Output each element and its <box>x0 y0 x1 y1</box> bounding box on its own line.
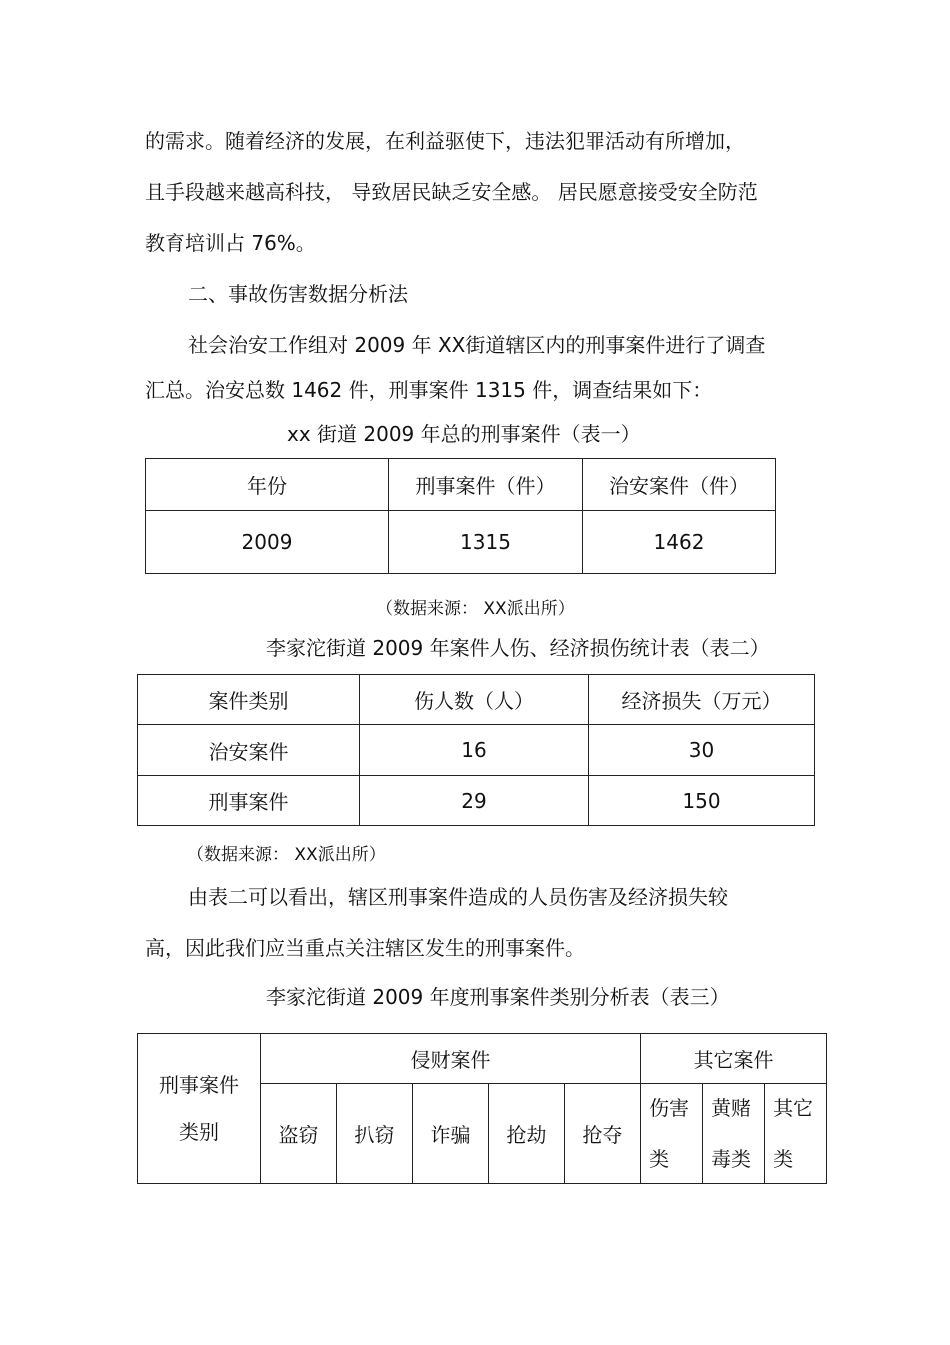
table3-sub-header-line1: 其它 <box>773 1096 814 1120</box>
table1-source: （数据来源： XX派出所） <box>376 599 575 619</box>
table2-cell: 16 <box>360 725 589 776</box>
paragraph-line: 的需求。随着经济的发展，在利益驱使下，违法犯罪活动有所增加， <box>145 129 745 153</box>
table1-caption: xx 街道 2009 年总的刑事案件（表一） <box>287 422 641 446</box>
paragraph-line: 且手段越来越高科技， 导致居民缺乏安全感。 居民愿意接受安全防范 <box>145 180 758 204</box>
table3-sub-header: 盗窃 <box>261 1084 337 1184</box>
table2-cell: 150 <box>589 776 815 826</box>
table3-sub-header <box>765 1084 827 1184</box>
table1-header-cell: 治安案件（件） <box>583 459 776 511</box>
table2-header-cell: 伤人数（人） <box>360 675 589 725</box>
table2 <box>137 674 815 826</box>
table1-header-cell: 年份 <box>146 459 389 511</box>
table2-cell: 治安案件 <box>138 725 360 776</box>
table2-cell: 29 <box>360 776 589 826</box>
table3-sub-header <box>641 1084 703 1184</box>
paragraph-line: 教育培训占 76%。 <box>145 231 316 255</box>
paragraph-line: 汇总。治安总数 1462 件，刑事案件 1315 件，调查结果如下： <box>145 378 713 402</box>
table3-group-header: 其它案件 <box>641 1034 827 1084</box>
table3-sub-header-line1: 黄赌 <box>711 1096 752 1120</box>
paragraph-line: 由表二可以看出，辖区刑事案件造成的人员伤害及经济损失较 <box>188 885 728 909</box>
table3-sub-header-line2: 类 <box>773 1147 794 1171</box>
table2-cell: 30 <box>589 725 815 776</box>
table1-header-cell: 刑事案件（件） <box>389 459 583 511</box>
table2-header-cell: 案件类别 <box>138 675 360 725</box>
table3-caption: 李家沱街道 2009 年度刑事案件类别分析表（表三） <box>266 985 730 1009</box>
table3-sub-header: 抢劫 <box>489 1084 565 1184</box>
table2-cell: 刑事案件 <box>138 776 360 826</box>
table3-row-header <box>138 1034 261 1184</box>
table2-caption: 李家沱街道 2009 年案件人伤、经济损伤统计表（表二） <box>266 636 770 660</box>
table3-row-header-line2: 类别 <box>179 1120 219 1144</box>
paragraph-line: 社会治安工作组对 2009 年 XX街道辖区内的刑事案件进行了调查 <box>188 333 766 357</box>
paragraph-line: 高，因此我们应当重点关注辖区发生的刑事案件。 <box>145 936 585 960</box>
table3 <box>137 1033 827 1184</box>
table2-source: （数据来源： XX派出所） <box>187 845 386 865</box>
table3-sub-header: 诈骗 <box>413 1084 489 1184</box>
table1-cell: 2009 <box>146 511 389 574</box>
table3-row-header-line1: 刑事案件 <box>159 1073 239 1097</box>
section-heading: 二、事故伤害数据分析法 <box>188 282 408 306</box>
table1-cell: 1315 <box>389 511 583 574</box>
table3-sub-header-line2: 毒类 <box>711 1147 752 1171</box>
table3-sub-header-line1: 伤害 <box>649 1096 690 1120</box>
table1-cell: 1462 <box>583 511 776 574</box>
table1 <box>145 458 776 574</box>
table3-sub-header: 抢夺 <box>565 1084 641 1184</box>
table3-sub-header <box>703 1084 765 1184</box>
table3-sub-header-line2: 类 <box>649 1147 670 1171</box>
table3-group-header: 侵财案件 <box>261 1034 641 1084</box>
table2-header-cell: 经济损失（万元） <box>589 675 815 725</box>
table3-sub-header: 扒窃 <box>337 1084 413 1184</box>
